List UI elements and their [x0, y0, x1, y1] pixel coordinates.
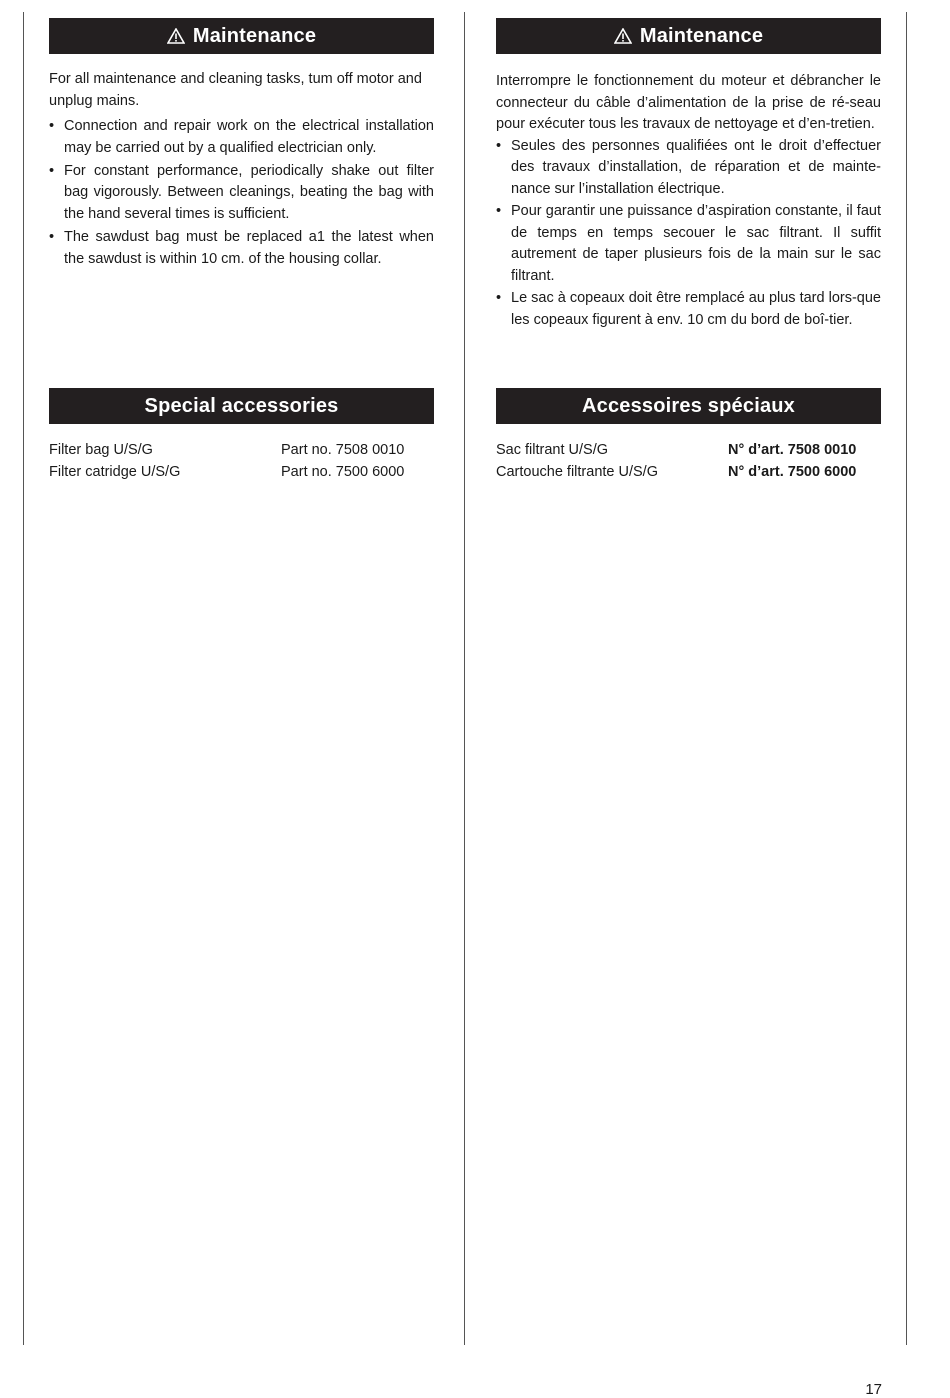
part-name: Cartouche filtrante U/S/G	[496, 463, 658, 480]
center-column-rule	[464, 12, 465, 1345]
french-column	[496, 18, 881, 480]
list-item: • The sawdust bag must be replaced a1 the latest when the sawdust is within 10 cm. of the housing collar.	[49, 227, 434, 271]
right-margin-rule	[906, 12, 907, 1345]
maintenance-intro-en: For all maintenance and cleaning tasks, tum off motor and unplug mains.	[49, 71, 422, 109]
part-row	[49, 440, 434, 462]
list-item: • Le sac à copeaux doit être remplacé au plus tard lors-que les copeaux figurent à env. 10 cm du bord de boî-tier.	[496, 288, 881, 332]
warning-triangle-icon	[167, 28, 185, 44]
maintenance-list-fr	[496, 136, 881, 332]
maintenance-header-fr	[496, 18, 881, 54]
maintenance-intro-fr: Interrompre le fonctionnement du moteur et débrancher le connecteur du câble d’alimentation de la prise de ré-seau pour exécuter tous les travaux de nettoyage et d’en-tretien.	[496, 73, 881, 132]
part-row	[496, 440, 881, 462]
list-item: • Pour garantir une puissance d’aspiration constante, il faut de temps en temps secouer le sac filtrant. Il suffit autrement de taper plusieurs fois de la main sur le sac filtrant.	[496, 201, 881, 288]
parts-list-en	[49, 440, 434, 484]
english-column	[49, 18, 434, 480]
part-number: N° d’art. 7500 6000	[728, 463, 857, 480]
special-accessories-title: Special accessories	[144, 394, 339, 417]
maintenance-list-en	[49, 116, 434, 271]
accessoires-speciaux-section	[496, 388, 881, 484]
list-item: • For constant performance, periodically shake out filter bag vigorously. Between cleanings, beating the bag with the hand several times is sufficient.	[49, 161, 434, 226]
parts-list-fr	[496, 440, 881, 484]
maintenance-title-en: Maintenance	[192, 24, 317, 47]
part-number: Part no. 7508 0010	[281, 442, 405, 458]
left-margin-rule	[23, 12, 24, 1345]
part-number: Part no. 7500 6000	[281, 463, 405, 480]
maintenance-title-fr: Maintenance	[639, 24, 764, 47]
part-name: Filter catridge U/S/G	[49, 463, 181, 480]
special-accessories-section	[49, 388, 434, 484]
part-row	[496, 462, 881, 484]
list-item: • Connection and repair work on the electrical installation may be carried out by a qualified electrician only.	[49, 116, 434, 160]
part-name: Filter bag U/S/G	[49, 442, 153, 458]
special-accessories-header	[49, 388, 434, 424]
list-item: • Seules des personnes qualifiées ont le droit d’effectuer des travaux d’installation, de réparation et de mainte-nance sur l’installation électrique.	[496, 136, 881, 201]
part-name: Sac filtrant U/S/G	[496, 442, 609, 458]
warning-triangle-icon	[614, 28, 632, 44]
maintenance-header-en	[49, 18, 434, 54]
part-number: N° d’art. 7508 0010	[728, 442, 857, 458]
page-number: 17	[865, 1381, 882, 1398]
part-row	[49, 462, 434, 484]
accessoires-speciaux-title: Accessoires spéciaux	[581, 394, 796, 417]
accessoires-speciaux-header	[496, 388, 881, 424]
